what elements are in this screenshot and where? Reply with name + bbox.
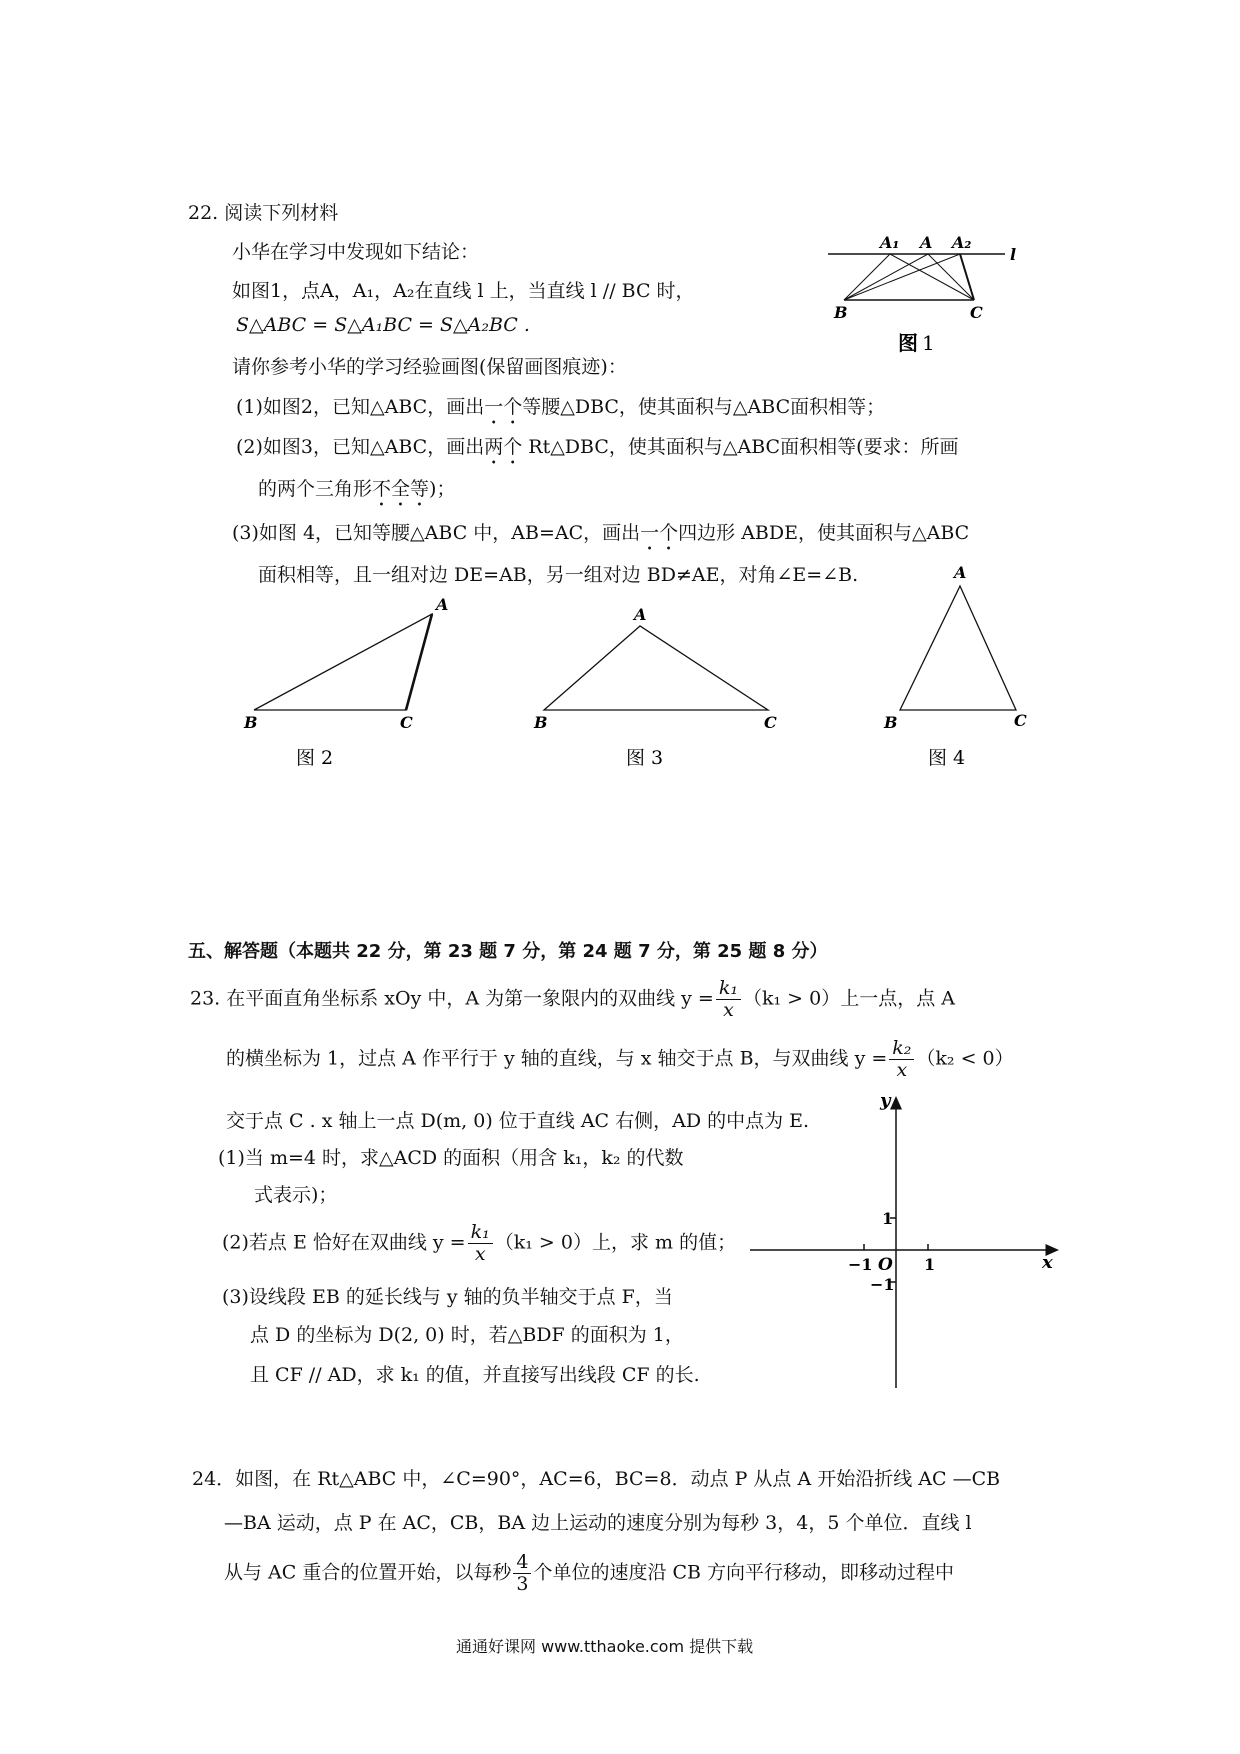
label-c: C xyxy=(764,713,777,732)
label-b: B xyxy=(834,303,848,322)
y-tick-1: 1 xyxy=(882,1209,894,1228)
figure-4 xyxy=(868,556,1048,772)
origin-label: O xyxy=(878,1255,893,1275)
figure-3-caption: 图 3 xyxy=(626,747,664,769)
q22-intro: 小华在学习中发现如下结论： xyxy=(232,241,480,263)
figure-3 xyxy=(530,592,790,772)
x-axis-label: x xyxy=(1042,1252,1053,1273)
q23-part1-cont: 式表示)； xyxy=(254,1184,338,1206)
q24-line3: 从与 AC 重合的位置开始，以每秒 $\frac{4}{3}$ 个单位的速度沿 CB 方向平行移动，即移动过程中 xyxy=(224,1551,955,1595)
label-a1: A₁ xyxy=(880,233,900,252)
label-b: B xyxy=(534,713,548,732)
q23-line1: 23. 在平面直角坐标系 xOy 中，A 为第一象限内的双曲线 y = $\frac{\text{k₁}}{x}$ （k₁ > 0）上一点，点 A xyxy=(190,977,955,1021)
q23-line3: 交于点 C . x 轴上一点 D(m, 0) 位于直线 AC 右侧，AD 的中点为 E. xyxy=(226,1110,810,1132)
figure-2-caption: 图 2 xyxy=(296,747,334,769)
q22-part2-cont: 的两个三角形不全等)； xyxy=(258,478,456,500)
q23-part2: (2)若点 E 恰好在双曲线 y = $\frac{\text{k₁}}{x}$ （k₁ > 0）上，求 m 的值； xyxy=(222,1221,737,1265)
q22-line3: 请你参考小华的学习经验画图(保留画图痕迹)： xyxy=(232,356,627,378)
label-c: C xyxy=(970,303,983,322)
figure-2 xyxy=(240,592,460,772)
footer-credit: 通通好课网 www.tthaoke.com 提供下载 xyxy=(456,1637,754,1656)
figure-4-caption: 图 4 xyxy=(928,747,966,769)
section-5-heading: 五、解答题（本题共 22 分，第 23 题 7 分，第 24 题 7 分，第 25 题 8 分） xyxy=(188,941,828,962)
figure-1 xyxy=(820,228,1040,358)
y-axis-label: y xyxy=(880,1092,891,1111)
label-a: A xyxy=(436,595,449,614)
q23-part3: (3)设线段 EB 的延长线与 y 轴的负半轴交于点 F，当 xyxy=(222,1286,673,1308)
label-c: C xyxy=(400,713,413,732)
label-b: B xyxy=(884,713,898,732)
q23-part3-cont1: 点 D 的坐标为 D(2, 0) 时，若△BDF 的面积为 1， xyxy=(250,1324,684,1346)
label-a: A xyxy=(954,563,967,582)
label-c: C xyxy=(1014,711,1027,730)
y-tick-neg1: −1 xyxy=(870,1275,895,1294)
q22-part1: (1)如图2，已知△ABC，画出一个等腰△DBC，使其面积与△ABC面积相等； xyxy=(236,396,886,418)
q23-line2: 的横坐标为 1，过点 A 作平行于 y 轴的直线，与 x 轴交于点 B，与双曲线 y = $\frac{\text{k₂}}{x}$ （k₂ < 0） xyxy=(226,1037,1014,1081)
q23-part3-cont2: 且 CF // AD，求 k₁ 的值，并直接写出线段 CF 的长. xyxy=(250,1364,700,1386)
q22-heading: 22. 阅读下列材料 xyxy=(188,202,339,224)
x-tick-1: 1 xyxy=(924,1255,936,1274)
label-b: B xyxy=(244,713,258,732)
label-a2: A₂ xyxy=(952,233,972,252)
q22-part3: (3)如图 4，已知等腰△ABC 中，AB=AC，画出一个四边形 ABDE，使其面积与△ABC xyxy=(232,522,970,544)
q24-line1: 24．如图，在 Rt△ABC 中，∠C=90°，AC=6，BC=8．动点 P 从点 A 开始沿折线 AC —CB xyxy=(192,1468,1001,1490)
x-tick-neg1: −1 xyxy=(848,1255,873,1274)
q23-part1: (1)当 m=4 时，求△ACD 的面积（用含 k₁，k₂ 的代数 xyxy=(218,1147,684,1169)
q24-line2: —BA 运动，点 P 在 AC，CB，BA 边上运动的速度分别为每秒 3，4，5 个单位．直线 l xyxy=(224,1512,972,1534)
q22-part3-cont: 面积相等，且一组对边 DE=AB，另一组对边 BD≠AE，对角∠E=∠B. xyxy=(258,564,859,586)
label-l: l xyxy=(1010,245,1017,264)
figure-1-caption: 图 1 xyxy=(898,331,935,355)
coordinate-axes xyxy=(748,1092,1068,1392)
q22-area-formula: S△ABC = S△A₁BC = S△A₂BC . xyxy=(236,314,530,336)
q22-line1: 如图1，点A，A₁，A₂在直线 l 上，当直线 l // BC 时， xyxy=(232,280,695,302)
q22-part2: (2)如图3，已知△ABC，画出两个 Rt△DBC，使其面积与△ABC面积相等(要求：所画 xyxy=(236,436,959,458)
label-a: A xyxy=(920,233,933,252)
label-a: A xyxy=(634,605,647,624)
